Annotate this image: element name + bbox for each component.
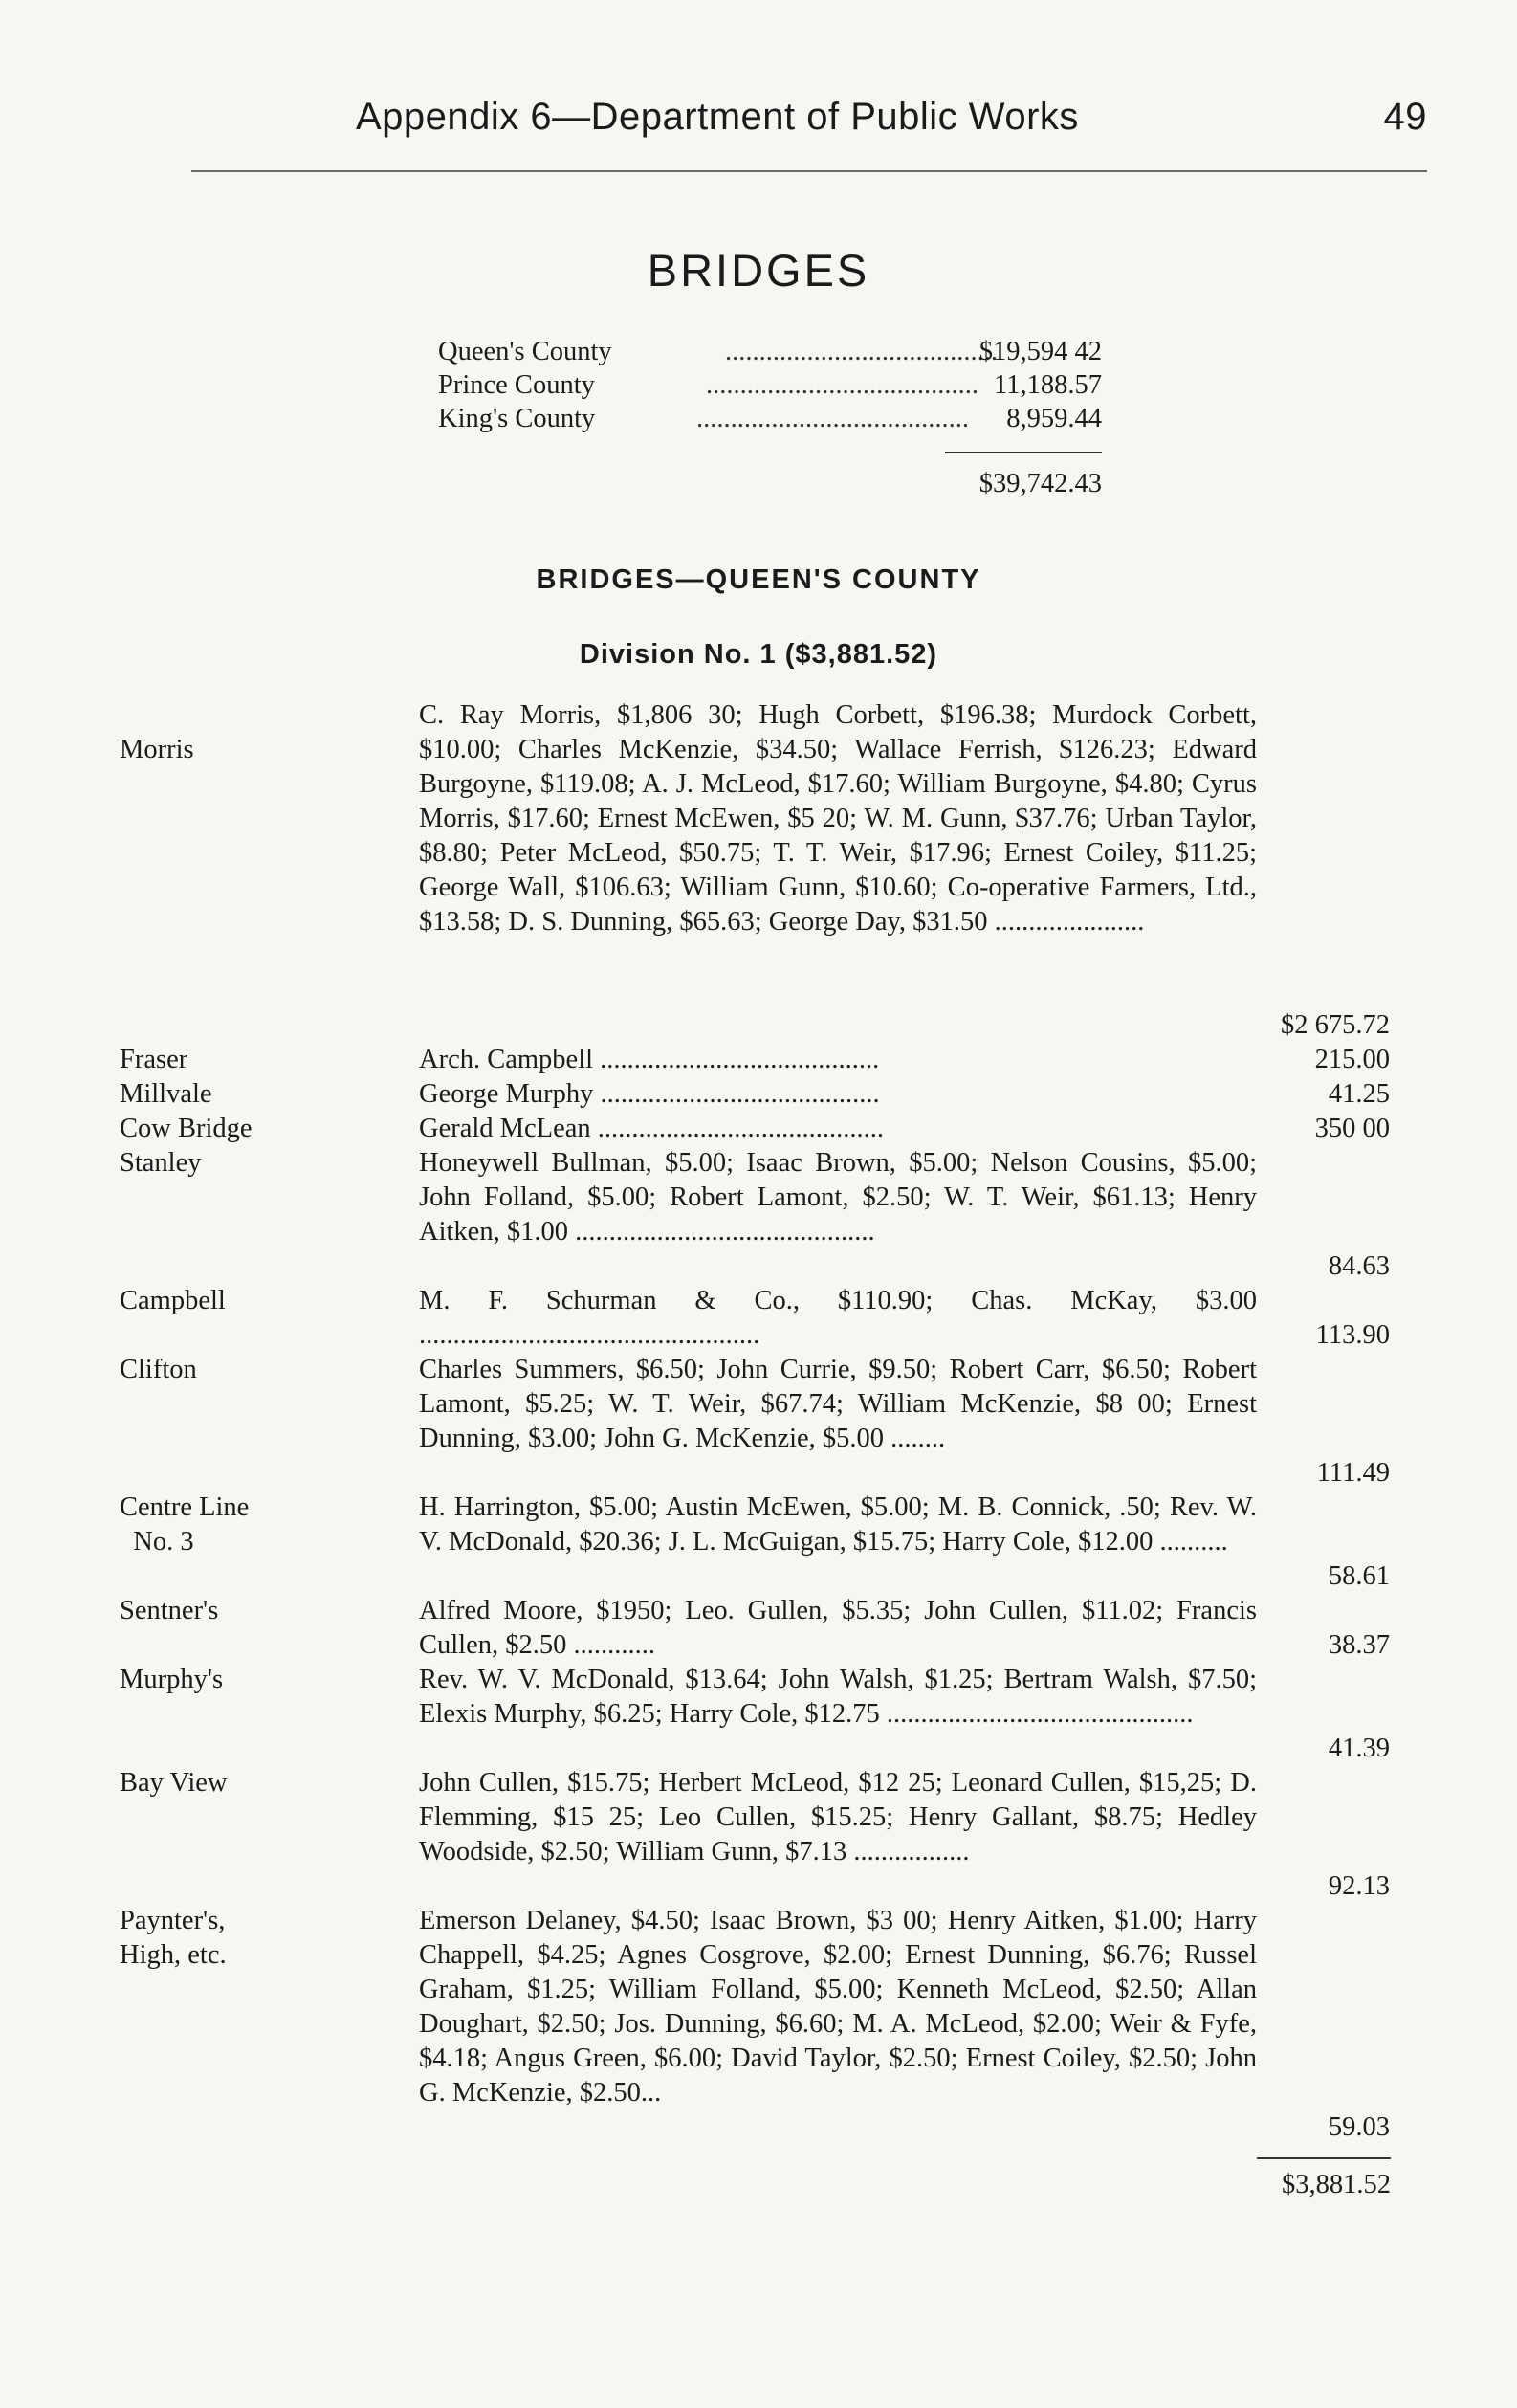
entry-amount: 113.90 [1315, 1320, 1390, 1350]
summary-county: King's County [438, 404, 596, 433]
entry-location: Morris [120, 735, 194, 764]
grand-total-rule [1257, 2157, 1391, 2159]
entry-text: M. F. Schurman & Co., $110.90; Chas. McKay, $3.00 .................................................. [419, 1286, 1257, 1350]
entry-text: Alfred Moore, $1950; Leo. Gullen, $5.35; John Cullen, $11.02; Francis Cullen, $2.50 ............ [419, 1596, 1257, 1660]
summary-row [438, 368, 1102, 402]
entry-amount: 58.61 [1328, 1561, 1390, 1591]
entry-location: Campbell [120, 1286, 226, 1315]
entry-location: Bay View [120, 1768, 228, 1798]
entry-text: Emerson Delaney, $4.50; Isaac Brown, $3 00; Henry Aitken, $1.00; Harry Chappell, $4.25; Agnes Cosgrove, $2.00; Ernest Dunning, $6.76; Russel Graham, $1.25; William Folland, $5.00; Kenneth McLeod, $2.50; Allan Doughart, $2.50; Jos. Dunning, $6.60; M. A. McLeod, $2.00; Weir & Fyfe, $4.18; Angus Green, $6.00; David Taylor, $2.50; Ernest Coiley, $2.50; John G. McKenzie, $2.50... [419, 1906, 1257, 2108]
entry-amount: 41.39 [1328, 1734, 1390, 1763]
page-number: 49 [1383, 96, 1427, 138]
summary-total: $39,742.43 [978, 469, 1102, 498]
entry-amount: 59.03 [1328, 2112, 1390, 2142]
entry-text: Rev. W. V. McDonald, $13.64; John Walsh, $1.25; Bertram Walsh, $7.50; Elexis Murphy, $6.25; Harry Cole, $12.75 ............................................. [419, 1665, 1257, 1729]
summary-amount: 11,188.57 [994, 370, 1102, 400]
entry-text: Honeywell Bullman, $5.00; Isaac Brown, $5.00; Nelson Cousins, $5.00; John Folland, $5.00; Robert Lamont, $2.50; W. T. Weir, $61.13; Henry Aitken, $1.00 ............................................ [419, 1148, 1257, 1247]
entry-amount: 92.13 [1328, 1871, 1390, 1901]
page-title: BRIDGES [647, 245, 870, 296]
summary-county: Prince County [438, 370, 595, 400]
summary-county: Queen's County [438, 337, 612, 366]
summary-row [438, 335, 1102, 368]
entry-text: C. Ray Morris, $1,806 30; Hugh Corbett, $196.38; Murdock Corbett, $10.00; Charles McKenzie, $34.50; Wallace Ferrish, $126.23; Edward Burgoyne, $119.08; A. J. McLeod, $17.60; William Burgoyne, $4.80; Cyrus Morris, $17.60; Ernest McEwen, $5 20; W. M. Gunn, $37.76; Urban Taylor, $8.80; Peter McLeod, $50.75; T. T. Weir, $17.96; Ernest Coiley, $11.25; George Wall, $106.63; William Gunn, $10.60; Co-operative Farmers, Ltd., $13.58; D. S. Dunning, $65.63; George Day, $31.50 ...................... [419, 700, 1257, 937]
leader-dots: ........................................ [706, 370, 978, 400]
entry-text: Gerald McLean .......................................... [419, 1114, 884, 1143]
county-summary [438, 335, 1102, 435]
entry-amount: 215.00 [1314, 1045, 1390, 1074]
entry-amount: $2 675.72 [1281, 1010, 1390, 1040]
entry-location: Cow Bridge [120, 1114, 253, 1143]
running-head [356, 96, 1427, 153]
entry-location: Centre Line No. 3 [120, 1492, 250, 1557]
division-total: $3,881.52 [1282, 2170, 1391, 2199]
entry-text: H. Harrington, $5.00; Austin McEwen, $5.00; M. B. Connick, .50; Rev. W. V. McDonald, $20.36; J. L. McGuigan, $15.75; Harry Cole, $12.00 .......... [419, 1492, 1257, 1557]
entry-location: Millvale [120, 1079, 212, 1109]
entry-location: Clifton [120, 1355, 197, 1384]
entry-amount: 111.49 [1316, 1458, 1390, 1488]
summary-amount: 8,959.44 [1006, 404, 1102, 433]
summary-row [438, 402, 1102, 435]
entry-amount: 84.63 [1328, 1251, 1390, 1281]
entry-location: Paynter's, High, etc. [120, 1906, 227, 1970]
entry-text: Charles Summers, $6.50; John Currie, $9.50; Robert Carr, $6.50; Robert Lamont, $5.25; W. T. Weir, $67.74; William McKenzie, $8 00; Ernest Dunning, $3.00; John G. McKenzie, $5.00 ........ [419, 1355, 1257, 1453]
leader-dots: ........................................ [725, 337, 998, 366]
header-rule [191, 170, 1427, 172]
entry-location: Sentner's [120, 1596, 219, 1625]
entry-text: Arch. Campbell ......................................... [419, 1045, 880, 1074]
summary-amount: $19,594 42 [978, 337, 1102, 366]
entry-location: Murphy's [120, 1665, 224, 1694]
entry-amount: 38.37 [1328, 1630, 1390, 1660]
summary-rule [945, 452, 1102, 453]
entry-text: George Murphy ......................................... [419, 1079, 880, 1109]
leader-dots: ........................................ [696, 404, 969, 433]
division-title: Division No. 1 ($3,881.52) [579, 639, 938, 670]
entry-location: Fraser [120, 1045, 188, 1074]
entry-amount: 41.25 [1328, 1079, 1390, 1109]
running-head-title: Appendix 6—Department of Public Works [356, 96, 1079, 138]
entry-location: Stanley [120, 1148, 202, 1178]
section-title: BRIDGES—QUEEN'S COUNTY [536, 564, 981, 595]
entry-amount: 350 00 [1314, 1114, 1390, 1143]
entry-text: John Cullen, $15.75; Herbert McLeod, $12 25; Leonard Cullen, $15,25; D. Flemming, $15 25; Leo Cullen, $15.25; Henry Gallant, $8.75; Hedley Woodside, $2.50; William Gunn, $7.13 ................. [419, 1768, 1257, 1867]
